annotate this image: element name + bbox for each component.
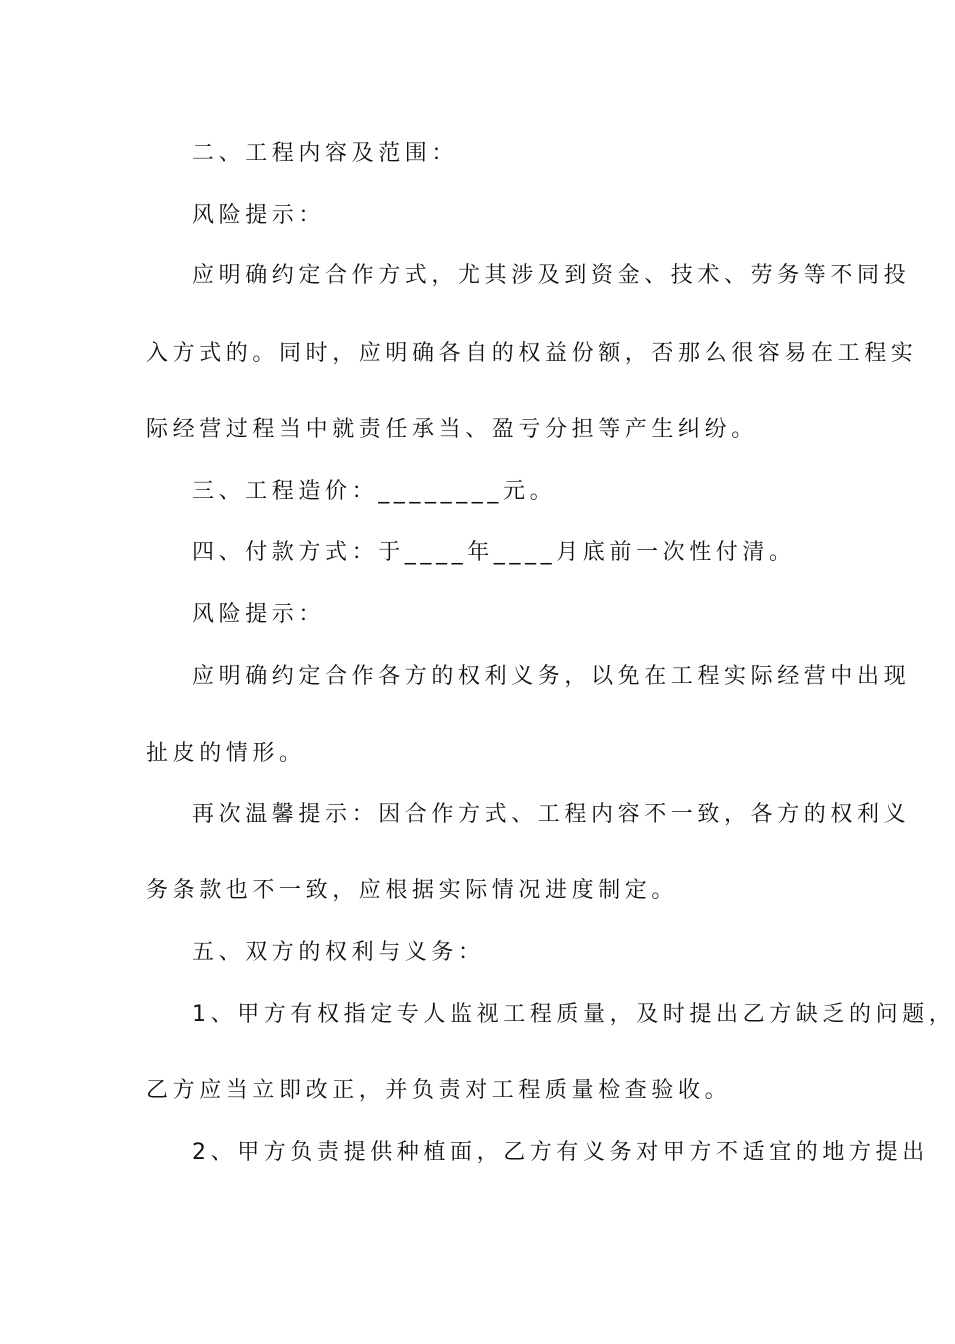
paragraph-line: 扯皮的情形。 — [146, 741, 306, 766]
paragraph-line: 务条款也不一致，应根据实际情况进度制定。 — [146, 878, 679, 903]
section-heading-rights: 五、双方的权利与义务： — [192, 940, 485, 965]
paragraph-line: 应明确约定合作方式，尤其涉及到资金、技术、劳务等不同投 — [192, 263, 911, 288]
paragraph-line: 乙方应当立即改正，并负责对工程质量检查验收。 — [146, 1078, 732, 1103]
clause-line: 2、甲方负责提供种植面，乙方有义务对甲方不适宜的地方提出 — [192, 1140, 929, 1165]
section-heading-scope: 二、工程内容及范围： — [192, 141, 459, 166]
reminder-line: 再次温馨提示：因合作方式、工程内容不一致，各方的权利义 — [192, 802, 911, 827]
paragraph-line: 入方式的。同时，应明确各自的权益份额，否那么很容易在工程实 — [146, 341, 918, 366]
risk-note-label: 风险提示： — [192, 602, 326, 627]
paragraph-line: 际经营过程当中就责任承当、盈亏分担等产生纠纷。 — [146, 417, 758, 442]
section-heading-payment: 四、付款方式：于____年____月底前一次性付清。 — [192, 540, 796, 565]
paragraph-line: 应明确约定合作各方的权利义务，以免在工程实际经营中出现 — [192, 664, 911, 689]
section-heading-price: 三、工程造价：________元。 — [192, 479, 557, 504]
risk-note-label: 风险提示： — [192, 203, 326, 228]
clause-line: 1、甲方有权指定专人监视工程质量，及时提出乙方缺乏的问题， — [192, 1002, 955, 1027]
